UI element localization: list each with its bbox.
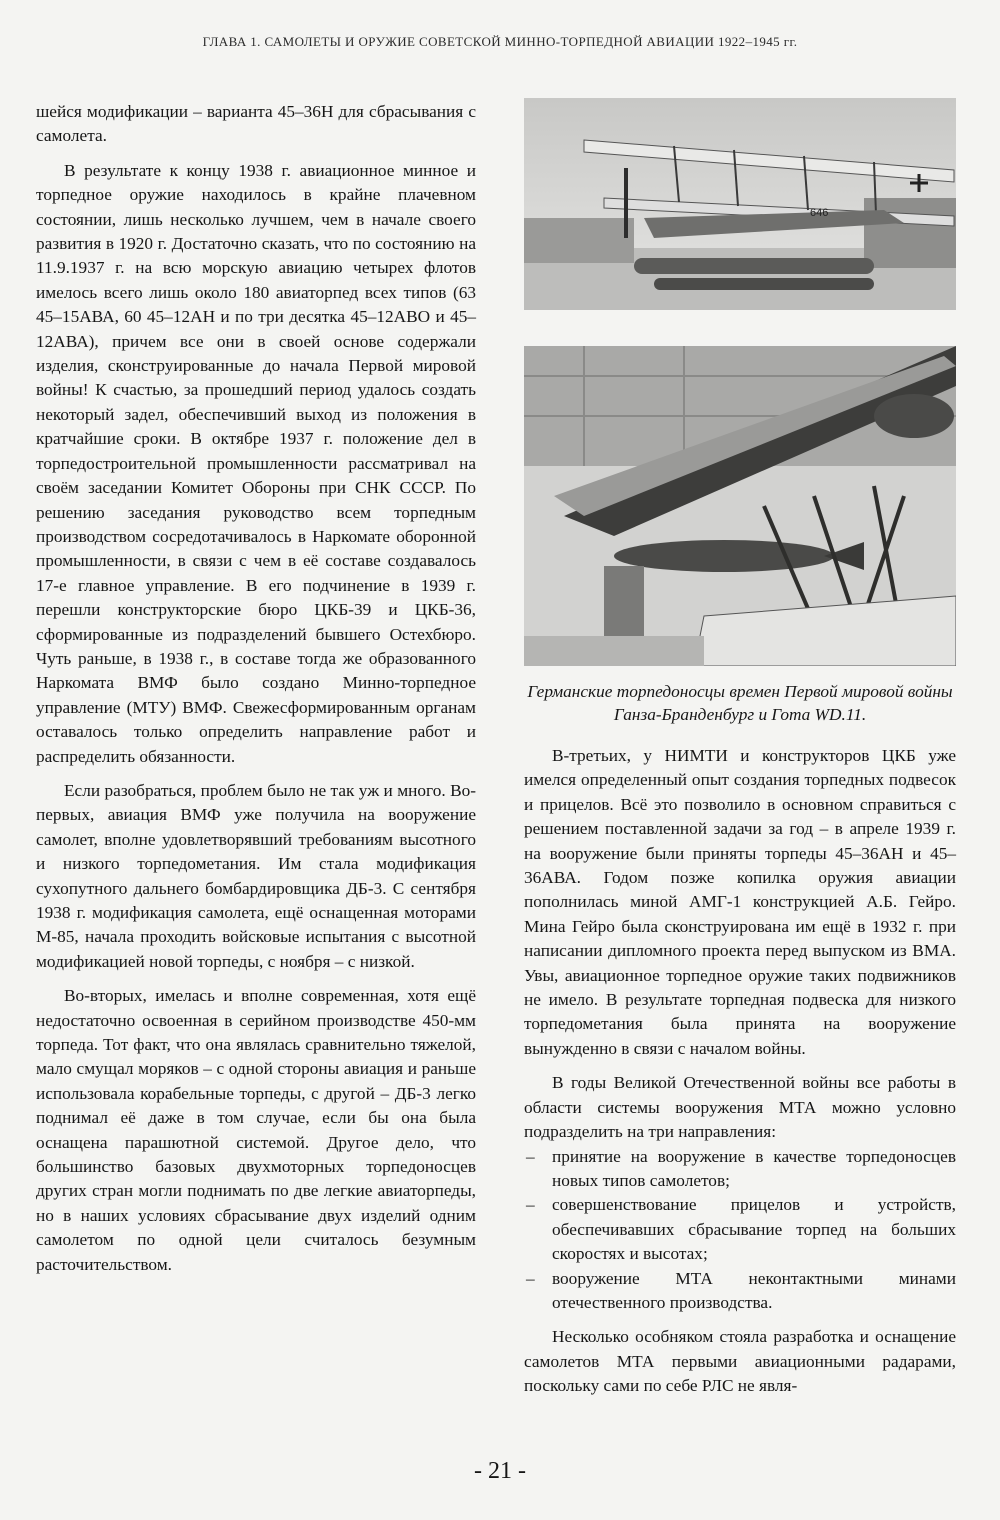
paragraph: шейся модификации – варианта 45–36Н для сбрасывания с самолета. [36, 102, 476, 146]
figure [524, 98, 956, 666]
paragraph: Во-вторых, имелась и вполне современная, хотя ещё недостаточно освоенная в серийном производстве 450-мм торпеда. Тот факт, что она являлась сравнительно тяжелой, мало смущал моряков – с одной стороны авиация и раньше использовала корабельные торпеды, с другой – ДБ-3 легко поднимал её даже в том случае, если бы она была оснащена парашютной системой. Другое дело, что большинство базовых двухмоторных торпедоносцев других стран могли поднимать по две легкие авиаторпеды, но в наших условиях сбрасывание двух изделий одним самолетом по одной цели считалось безумным расточительством. [36, 986, 476, 1274]
seaplane-photo-1 [524, 98, 956, 310]
paragraph: В результате к концу 1938 г. авиационное минное и торпедное оружие находилось в крайне плачевном состоянии, лишь несколько лучшем, чем в начале своего развития в 1920 г. Достаточно сказать, что по состоянию на 11.9.1937 г. на всю морскую авиацию четырех флотов имелось всего лишь около 180 авиаторпед всех типов (63 45–15АВА, 60 45–12АН и по три десятка 45–12АВО и 45–12АВА), причем все они в своей основе содержали изделия, сконструированные до начала Первой мировой войны! К счастью, за прошедший период удалось создать некоторый задел, обеспечивший выход из положения в кратчайшие сроки. В октябре 1937 г. положение дел в торпедостроительной промышленности рассматривал на своём заседании Комитет Обороны при СНК СССР. По решению заседания руководство всем торпедным производством сосредотачивалось в Наркомате оборонной промышленности, в связи с чем в её составе создавалось 17-е главное управление. В его подчинение в 1939 г. перешли конструкторские бюро ЦКБ-39 и ЦКБ-36, сформированные из подразделений бывшего Остехбюро. Чуть раньше, в 1938 г., в составе тогда же образованного Наркомата ВМФ было создано Минно-торпедное управление (МТУ) ВМФ. Свежесформированным органам оставалось только определить направление работ и распределить обязанности. [36, 160, 476, 766]
paragraph: Если разобраться, проблем было не так уж и много. Во-первых, авиация ВМФ уже получила на вооружение самолет, вполне удовлетворявший требованиям высотного и низкого торпедометания. Им стала модификация сухопутного дальнего бомбардировщика ДБ-3. С сентября 1938 г. модификация самолета, ещё оснащенная моторами М-85, начала проходить войсковые испытания с высотной модификацией новой торпеды, с ноября – с низкой. [36, 780, 476, 971]
paragraph: Несколько особняком стояла разработка и оснащение самолетов МТА первыми авиационными радарами, поскольку сами по себе РЛС не явля- [524, 1327, 956, 1396]
seaplane-photo-2 [524, 346, 956, 666]
seaplane-photo-1-drawing [524, 98, 956, 310]
list-marker: – [526, 1195, 535, 1215]
list-marker: – [526, 1268, 535, 1288]
aircraft-number: 646 [810, 207, 829, 219]
list-marker: – [526, 1146, 535, 1166]
paragraph: В годы Великой Отечественной войны все работы в области системы вооружения МТА можно условно подразделить на три направления: [524, 1073, 956, 1142]
seaplane-photo-2-drawing [524, 346, 956, 666]
page-number: - 21 - [474, 1458, 526, 1484]
figure-caption: Германские торпедоносцы времен Первой мировой войны Ганза-Бранденбург и Гота WD.11. [527, 682, 953, 724]
list-item: – совершенствование прицелов и устройств, обеспечивавших сбрасывание торпед на больших скоростях и высотах; [526, 1195, 956, 1264]
direction-list [524, 1145, 956, 1316]
running-title: ГЛАВА 1. САМОЛЕТЫ И ОРУЖИЕ СОВЕТСКОЙ МИННО-ТОРПЕДНОЙ АВИАЦИИ 1922–1945 гг. [202, 34, 798, 49]
list-item: – вооружение МТА неконтактными минами отечественного производства. [526, 1268, 956, 1312]
list-item: – принятие на вооружение в качестве торпедоносцев новых типов самолетов; [526, 1146, 956, 1190]
left-column [36, 100, 476, 1287]
paragraph: В-третьих, у НИМТИ и конструкторов ЦКБ уже имелся определенный опыт создания торпедных подвесок и прицелов. Всё это позволило в основном справиться с решением поставленной задачи за год – в апреле 1939 г. на вооружение были приняты торпеды 45–36АН и 45–36АВА. Годом позже копилка оружия авиации пополнилась миной АМГ-1 конструкцией А.Б. Гейро. Мина Гейро была сконструирована им ещё в 1932 г. при написании дипломного проекта перед выпуском из ВМА. Увы, авиационное торпедное оружие таких подвижников не имело. В результате торпедная подвеска для низкого торпедометания была принята на вооружение вынужденно в связи с началом войны. [524, 746, 956, 1058]
right-column [524, 744, 956, 1409]
